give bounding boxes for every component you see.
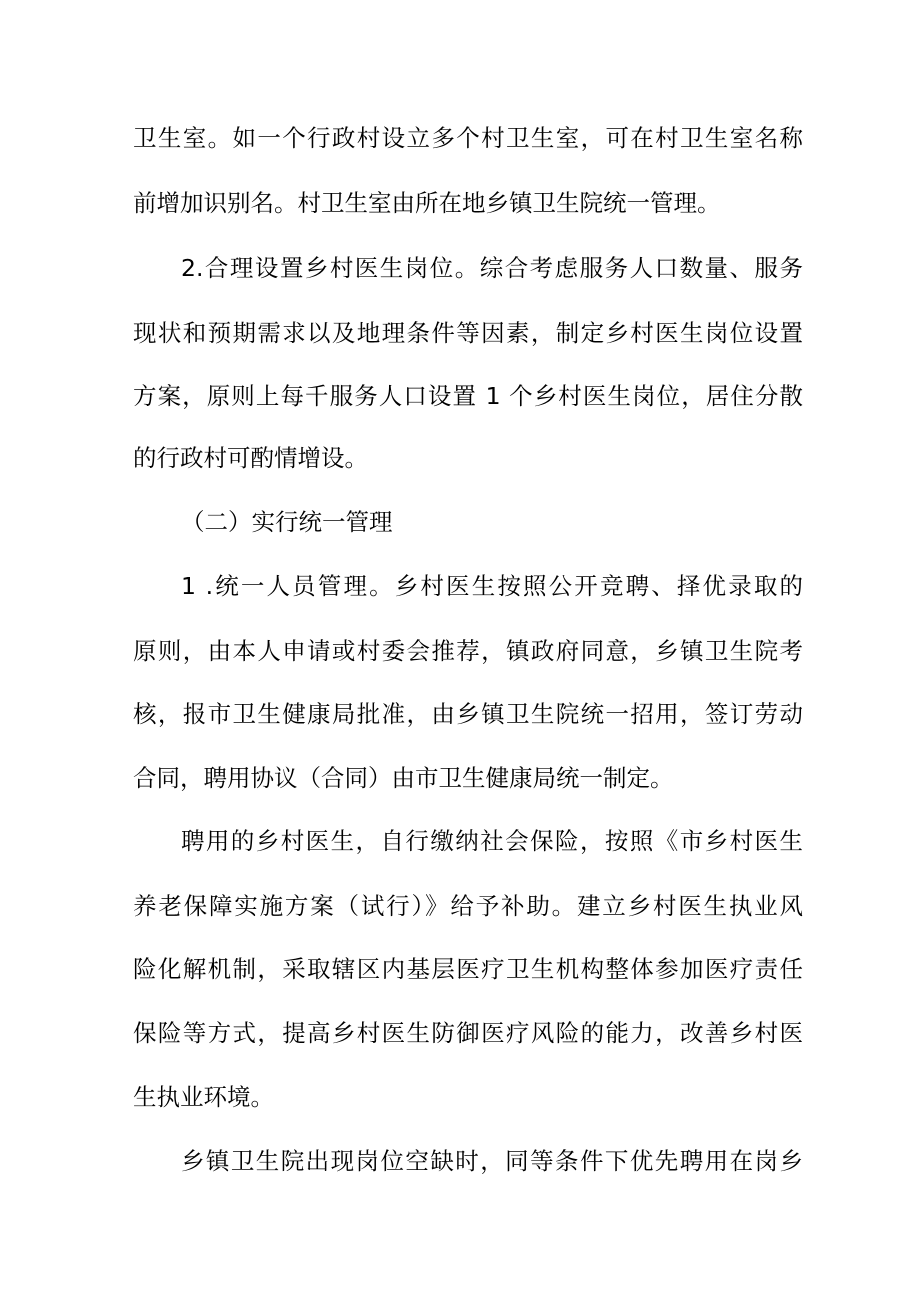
- text-line: 卫生室。如一个行政村设立多个村卫生室，可在村卫生室名称: [133, 124, 803, 152]
- text-line: 2.合理设置乡村医生岗位。综合考虑服务人口数量、服务: [181, 254, 803, 282]
- section-heading: （二）实行统一管理: [181, 508, 393, 536]
- text-line: 养老保障实施方案（试行）》给予补助。建立乡村医生执业风: [133, 892, 803, 920]
- text-line: 聘用的乡村医生，自行缴纳社会保险，按照《市乡村医生: [181, 827, 803, 855]
- text-line: 生执业环境。: [133, 1083, 274, 1111]
- text-line: 的行政村可酌情增设。: [133, 444, 368, 472]
- text-line: 核，报市卫生健康局批准，由乡镇卫生院统一招用，签订劳动: [133, 700, 803, 728]
- text-line: 现状和预期需求以及地理条件等因素，制定乡村医生岗位设置: [133, 319, 803, 347]
- text-line: 保险等方式，提高乡村医生防御医疗风险的能力，改善乡村医: [133, 1019, 803, 1047]
- text-line: 方案，原则上每千服务人口设置 1 个乡村医生岗位，居住分散: [133, 382, 803, 410]
- text-line: 前增加识别名。村卫生室由所在地乡镇卫生院统一管理。: [133, 189, 721, 217]
- text-line: 原则，由本人申请或村委会推荐，镇政府同意，乡镇卫生院考: [133, 637, 803, 665]
- text-line: 合同，聘用协议（合同）由市卫生健康局统一制定。: [133, 764, 674, 792]
- text-line: 险化解机制，采取辖区内基层医疗卫生机构整体参加医疗责任: [133, 955, 803, 983]
- text-line: 乡镇卫生院出现岗位空缺时，同等条件下优先聘用在岗乡: [181, 1147, 803, 1175]
- text-line: 1 .统一人员管理。乡村医生按照公开竞聘、择优录取的: [181, 572, 803, 600]
